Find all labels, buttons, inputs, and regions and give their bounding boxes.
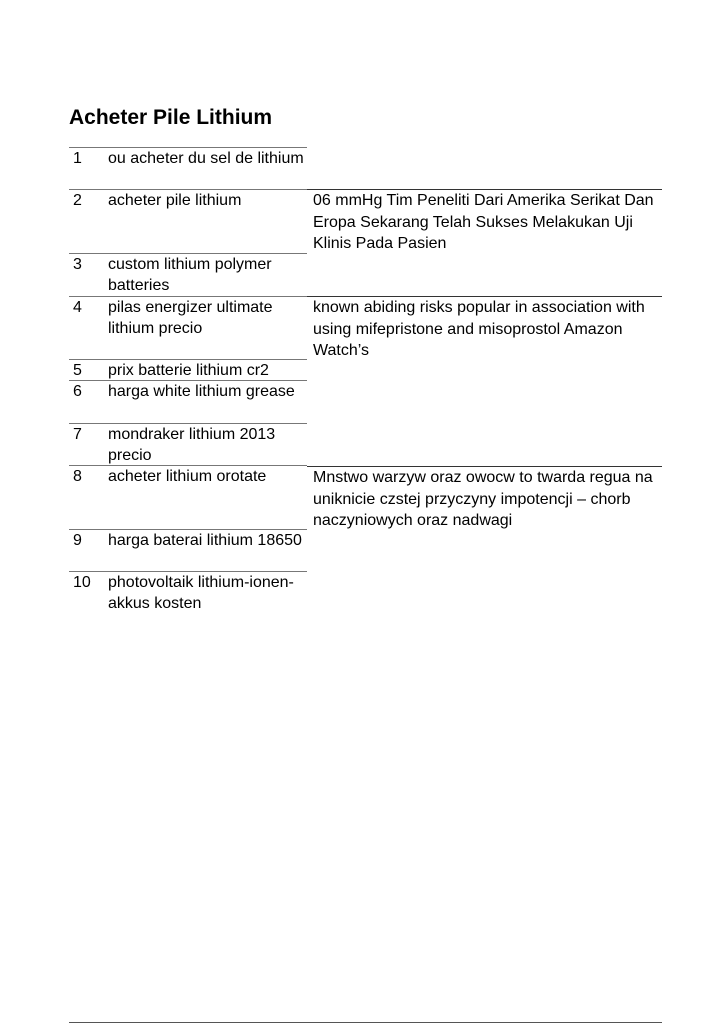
list-item [69, 296, 307, 359]
item-text: acheter lithium orotate [108, 468, 267, 485]
list-item [69, 253, 307, 296]
item-number: 1 [73, 150, 82, 167]
footer-divider [69, 1022, 662, 1023]
item-number: 4 [73, 299, 82, 316]
item-text: acheter pile lithium [108, 192, 242, 209]
list-item [69, 189, 307, 253]
list-item [69, 423, 307, 465]
item-text: custom lithium polymer batteries [108, 256, 272, 294]
list-item [69, 147, 307, 189]
list-item [69, 529, 307, 571]
item-number: 7 [73, 426, 82, 443]
list-item [69, 380, 307, 423]
item-number: 2 [73, 192, 82, 209]
page-title: Acheter Pile Lithium [69, 106, 273, 129]
list-item [69, 571, 307, 615]
item-number: 8 [73, 468, 82, 485]
item-text: pilas energizer ultimate lithium precio [108, 299, 273, 337]
item-number: 10 [73, 574, 91, 591]
list-item [69, 359, 307, 380]
item-text: prix batterie lithium cr2 [108, 362, 269, 379]
item-text: mondraker lithium 2013 precio [108, 426, 276, 464]
item-number: 9 [73, 532, 82, 549]
item-text: ou acheter du sel de lithium [108, 150, 304, 167]
note-block: 06 mmHg Tim Peneliti Dari Amerika Serikat Dan Eropa Sekarang Telah Sukses Melakukan Uji Klinis Pada Pasien [307, 189, 662, 255]
note-block: known abiding risks popular in association with using mifepristone and misoprostol Amazon Watch’s [307, 296, 662, 362]
item-number: 3 [73, 256, 82, 273]
item-text: harga baterai lithium 18650 [108, 532, 302, 549]
keyword-list [69, 147, 307, 615]
list-item [69, 465, 307, 529]
item-text: photovoltaik lithium-ionen-akkus kosten [108, 574, 294, 612]
item-number: 6 [73, 383, 82, 400]
item-text: harga white lithium grease [108, 383, 295, 400]
note-block: Mnstwo warzyw oraz owocw to twarda regua na uniknicie czstej przyczyny impotencji – chorb naczyniowych oraz nadwagi [307, 466, 662, 532]
item-number: 5 [73, 362, 82, 379]
